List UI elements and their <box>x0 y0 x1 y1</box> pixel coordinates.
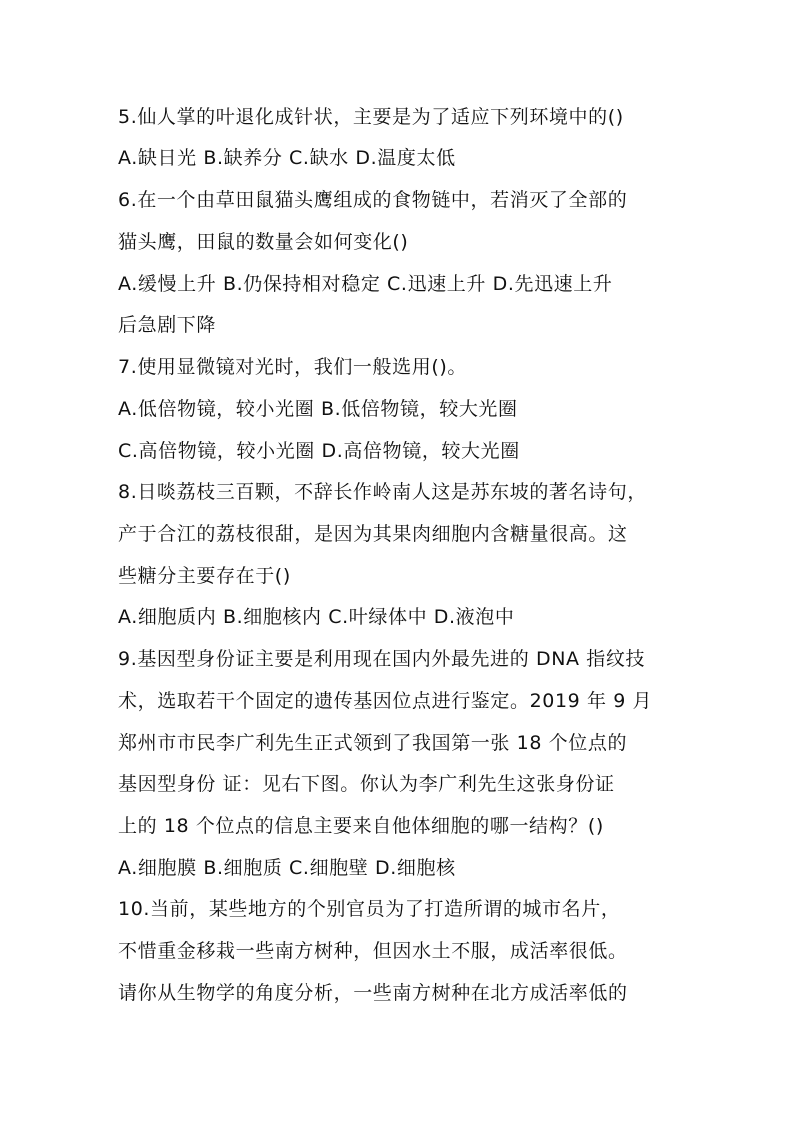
question-8-stem-line-2: 产于合江的荔枝很甜，是因为其果肉细胞内含糖量很高。这 <box>118 523 628 545</box>
question-5-stem: 5.仙人掌的叶退化成针状，主要是为了适应下列环境中的() <box>118 106 624 128</box>
question-7-options-line-1: A.低倍物镜，较小光圈 B.低倍物镜，较大光圈 <box>118 398 518 420</box>
question-5-options: A.缺日光 B.缺养分 C.缺水 D.温度太低 <box>118 147 456 169</box>
question-8-stem-line-1: 8.日啖荔枝三百颗，不辞长作岭南人这是苏东坡的著名诗句， <box>118 481 647 503</box>
question-8-options: A.细胞质内 B.细胞核内 C.叶绿体中 D.液泡中 <box>118 606 515 628</box>
question-9-stem-line-3: 郑州市市民李广利先生正式领到了我国第一张 18 个位点的 <box>118 732 628 754</box>
question-10-stem-line-2: 不惜重金移栽一些南方树种，但因水土不服，成活率很低。 <box>118 940 628 962</box>
question-9-stem-line-5: 上的 18 个位点的信息主要来自他体细胞的哪一结构？() <box>118 815 604 837</box>
question-9-stem-line-4: 基因型身份 证：见右下图。你认为李广利先生这张身份证 <box>118 773 615 795</box>
question-7-options-line-2: C.高倍物镜，较小光圈 D.高倍物镜，较大光圈 <box>118 440 520 462</box>
question-6-stem-line-1: 6.在一个由草田鼠猫头鹰组成的食物链中，若消灭了全部的 <box>118 189 628 211</box>
question-10-stem-line-3: 请你从生物学的角度分析，一些南方树种在北方成活率低的 <box>118 982 628 1004</box>
question-6-options-line-1: A.缓慢上升 B.仍保持相对稳定 C.迅速上升 D.先迅速上升 <box>118 273 613 295</box>
question-10-stem-line-1: 10.当前，某些地方的个别官员为了打造所谓的城市名片， <box>118 898 621 920</box>
question-9-options: A.细胞膜 B.细胞质 C.细胞壁 D.细胞核 <box>118 857 456 879</box>
question-6-options-line-2: 后急剧下降 <box>118 314 217 336</box>
question-8-stem-line-3: 些糖分主要存在于() <box>118 565 291 587</box>
question-6-stem-line-2: 猫头鹰，田鼠的数量会如何变化() <box>118 231 409 253</box>
question-9-stem-line-2: 术，选取若干个固定的遗传基因位点进行鉴定。2019 年 9 月 <box>118 690 653 712</box>
question-7-stem: 7.使用显微镜对光时，我们一般选用()。 <box>118 356 467 378</box>
question-9-stem-line-1: 9.基因型身份证主要是利用现在国内外最先进的 DNA 指纹技 <box>118 648 646 670</box>
